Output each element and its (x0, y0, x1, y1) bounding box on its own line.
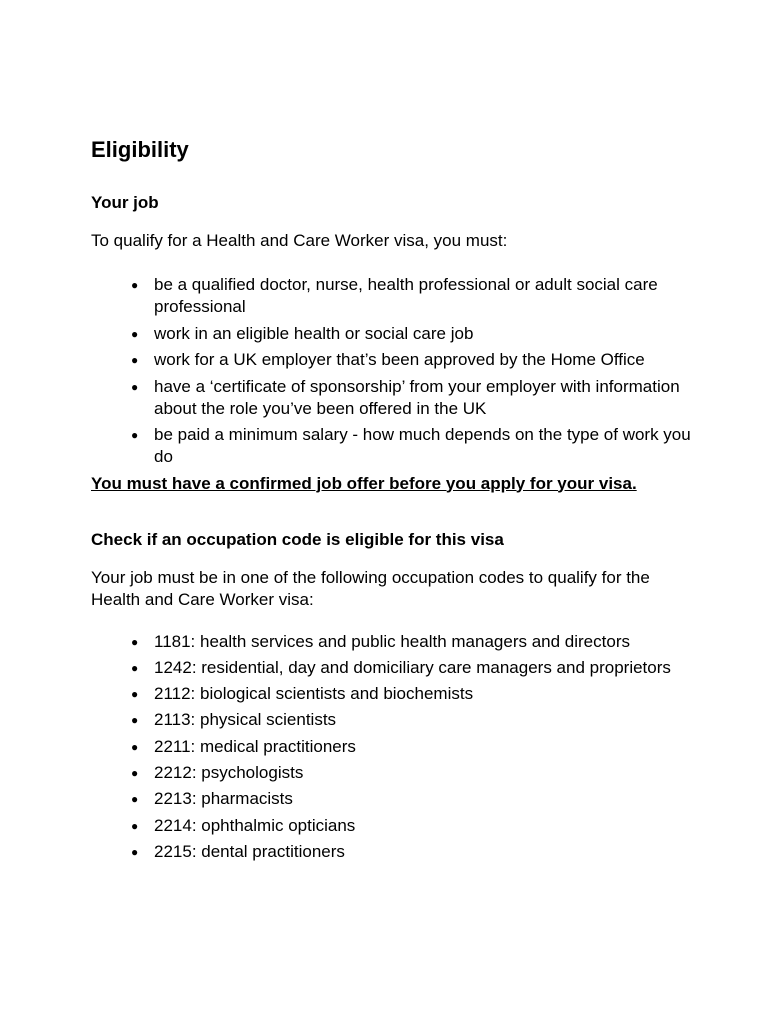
section-heading-occupation-code: Check if an occupation code is eligible for this visa (91, 529, 504, 549)
bullet-icon: ● (131, 634, 139, 649)
list-item-text: 2214: ophthalmic opticians (154, 815, 356, 835)
list-item-text: have a ‘certificate of sponsorship’ from your employer with information about the role you’ve been offered in the UK (154, 376, 680, 418)
bullet-icon: ● (131, 818, 139, 833)
bullet-icon: ● (131, 428, 139, 442)
bullet-icon: ● (131, 687, 139, 702)
section-heading-your-job: Your job (91, 193, 159, 212)
list-item-text: be paid a minimum salary - how much depends on the type of work you do (154, 425, 691, 466)
list-item-text: be a qualified doctor, nurse, health professional or adult social care professional (154, 275, 658, 316)
section-intro: To qualify for a Health and Care Worker visa, you must: (91, 231, 508, 250)
bullet-icon: ● (131, 844, 139, 859)
document-page (91, 136, 691, 867)
list-item (91, 376, 691, 420)
list-item (91, 736, 691, 758)
bullet-icon: ● (131, 379, 139, 394)
requirements-list (91, 274, 691, 468)
bullet-icon: ● (131, 278, 139, 292)
list-item (91, 274, 691, 318)
occupation-code-list (91, 631, 691, 863)
list-item (91, 709, 691, 731)
list-item-text: 1181: health services and public health managers and directors (154, 631, 630, 651)
list-item-text: 2212: psychologists (154, 762, 304, 782)
list-item-text: 2113: physical scientists (154, 710, 337, 730)
bullet-icon: ● (131, 326, 139, 341)
list-item (91, 657, 691, 679)
list-item (91, 349, 691, 371)
list-item-text: 2211: medical practitioners (154, 736, 356, 756)
list-item (91, 788, 691, 810)
list-item (91, 815, 691, 837)
list-item (91, 631, 691, 653)
list-item-text: work in an eligible health or social care job (154, 323, 474, 343)
section-intro: Your job must be in one of the following occupation codes to qualify for the Health and Care Worker visa: (91, 567, 650, 609)
list-item (91, 841, 691, 863)
bullet-icon: ● (131, 739, 139, 754)
job-offer-notice: You must have a confirmed job offer before you apply for your visa. (91, 473, 637, 493)
list-item-text: 2213: pharmacists (154, 789, 293, 809)
bullet-icon: ● (131, 792, 139, 807)
list-item-text: 2215: dental practitioners (154, 841, 345, 861)
list-item (91, 683, 691, 705)
bullet-icon: ● (131, 353, 139, 367)
list-item-text: work for a UK employer that’s been approved by the Home Office (154, 350, 645, 369)
list-item-text: 1242: residential, day and domiciliary care managers and proprietors (154, 657, 671, 677)
list-item-text: 2112: biological scientists and biochemists (154, 684, 474, 704)
bullet-icon: ● (131, 765, 139, 780)
page-title: Eligibility (91, 137, 189, 162)
bullet-icon: ● (131, 660, 139, 675)
bullet-icon: ● (131, 713, 139, 728)
list-item (91, 323, 691, 345)
list-item (91, 762, 691, 784)
list-item (91, 424, 691, 468)
